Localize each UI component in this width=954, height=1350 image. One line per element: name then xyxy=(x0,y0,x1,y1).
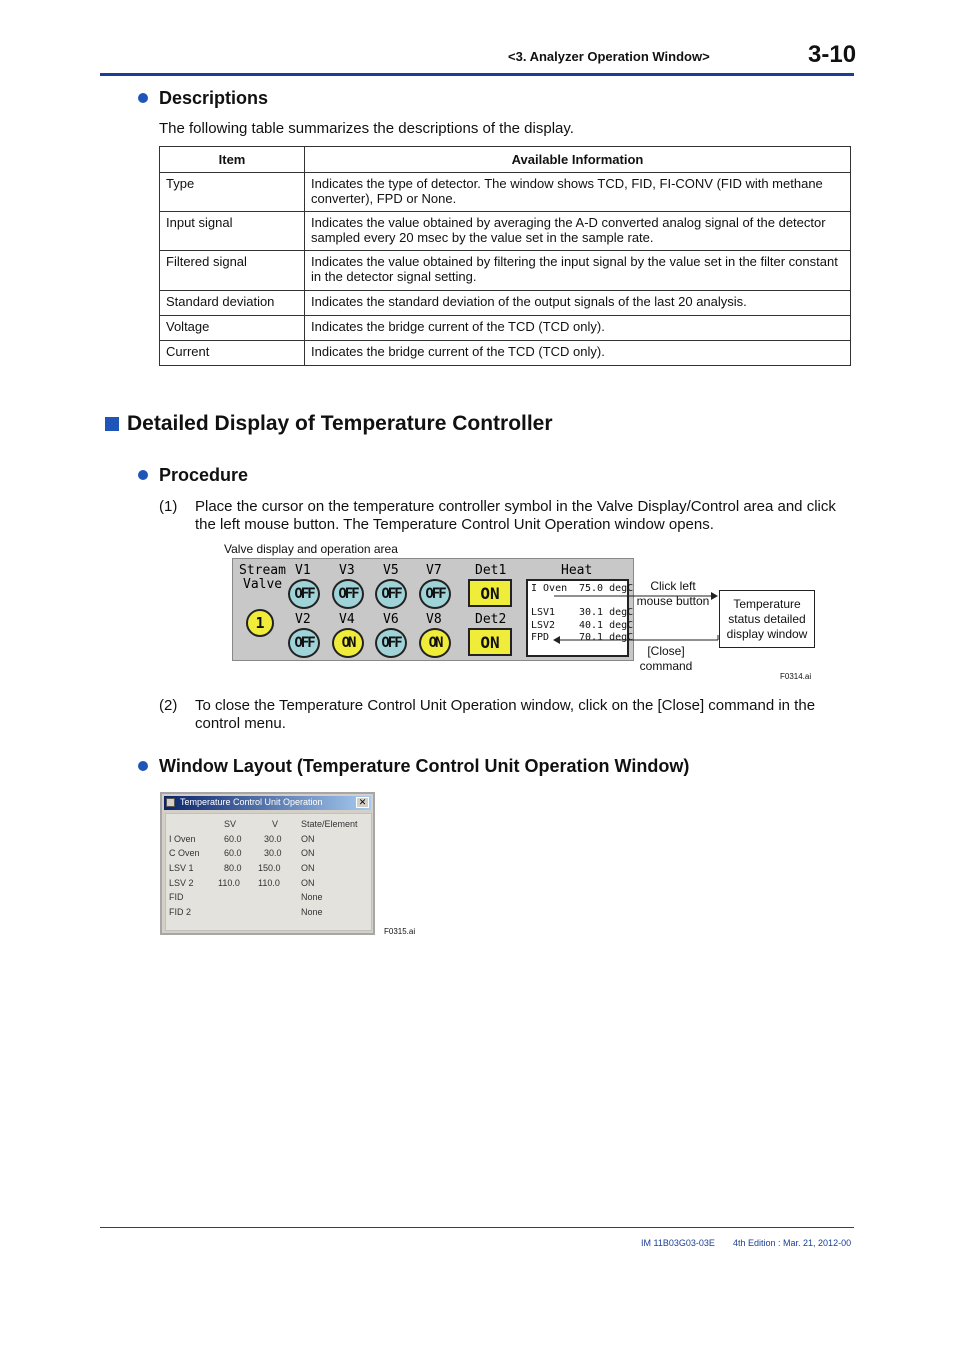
table-row xyxy=(160,173,851,212)
table-cell-info: Indicates the value obtained by filtering the input signal by the value set in the filter constant in the detector signal setting. xyxy=(305,251,851,291)
bullet-icon xyxy=(138,93,148,103)
page-number: 3-10 xyxy=(808,41,857,68)
column-header: V xyxy=(272,819,279,829)
figure-id: F0314.ai xyxy=(780,672,812,681)
row-sv: 60.0 xyxy=(224,834,242,844)
valve-v2-button[interactable]: OFF xyxy=(288,628,320,658)
row-state: None xyxy=(301,892,323,902)
bullet-icon xyxy=(138,470,148,480)
close-arrow-head xyxy=(553,636,560,644)
column-header: SV xyxy=(224,819,237,829)
row-name: FID xyxy=(169,892,184,902)
window-title: Temperature Control Unit Operation xyxy=(180,797,323,807)
column-header: Available Information xyxy=(305,147,851,173)
row-state: ON xyxy=(301,848,315,858)
table-cell-info: Indicates the standard deviation of the output signals of the last 20 analysis. xyxy=(305,291,851,316)
section-title: <3. Analyzer Operation Window> xyxy=(508,49,710,64)
row-v: 110.0 xyxy=(258,878,280,888)
detector-label-det1: Det1 xyxy=(475,563,507,578)
click-note-line-2: mouse button xyxy=(636,594,710,608)
status-box-line-1: Temperature xyxy=(733,597,801,611)
row-sv: 80.0 xyxy=(224,863,242,873)
heat-row xyxy=(531,632,634,643)
table-row xyxy=(160,316,851,341)
descriptions-heading: Descriptions xyxy=(159,88,269,108)
row-name: FID 2 xyxy=(169,907,192,917)
descriptions-table xyxy=(159,146,851,366)
row-sv: 110.0 xyxy=(218,878,240,888)
table-row xyxy=(160,341,851,366)
window-body xyxy=(165,813,372,931)
table-cell-info: Indicates the value obtained by averaging the A-D converted analog signal of the detector sampled every 20 msec by the value set in the sample rate. xyxy=(305,212,851,251)
row-state: ON xyxy=(301,878,315,888)
table-row xyxy=(160,212,851,251)
step-number: (1) xyxy=(159,498,178,515)
column-header: Item xyxy=(160,147,305,173)
table-cell-info: Indicates the bridge current of the TCD (TCD only). xyxy=(305,316,851,341)
table-cell-item: Input signal xyxy=(160,212,305,251)
row-v: 30.0 xyxy=(264,834,282,844)
step-number: (2) xyxy=(159,697,178,714)
bullet-icon xyxy=(138,761,148,771)
temperature-control-window xyxy=(160,792,375,935)
window-close-button[interactable]: ✕ xyxy=(356,797,369,808)
row-name: LSV 1 xyxy=(169,863,194,873)
footer-doc-id: IM 11B03G03-03E xyxy=(641,1238,715,1248)
procedure-heading: Procedure xyxy=(159,465,249,485)
valve-label-v7: V7 xyxy=(426,563,442,578)
row-name: I Oven xyxy=(169,834,196,844)
heat-row-name: I Oven xyxy=(531,583,568,594)
table-cell-item: Voltage xyxy=(160,316,305,341)
window-layout-heading: Window Layout (Temperature Control Unit Operation Window) xyxy=(159,756,690,776)
section-heading: Detailed Display of Temperature Controller xyxy=(127,412,553,435)
row-sv: 60.0 xyxy=(224,848,242,858)
table-cell-item: Current xyxy=(160,341,305,366)
valve-label-v5: V5 xyxy=(383,563,399,578)
close-note-line-1: [Close] xyxy=(647,644,685,658)
row-v: 150.0 xyxy=(258,863,281,873)
valve-v4-button[interactable]: ON xyxy=(332,628,364,658)
step-text: To close the Temperature Control Unit Operation window, click on the [Close] command in the control menu. xyxy=(195,697,816,732)
heat-label: Heat xyxy=(561,563,593,578)
detector-det2-button[interactable]: ON xyxy=(468,628,512,656)
valve-v7-button[interactable]: OFF xyxy=(419,579,451,609)
window-title-bar xyxy=(164,796,371,810)
valve-v1-button[interactable]: OFF xyxy=(288,579,320,609)
square-bullet-icon xyxy=(105,417,119,431)
footer-rule xyxy=(100,1227,854,1228)
table-cell-info: Indicates the bridge current of the TCD (TCD only). xyxy=(305,341,851,366)
stream-label: Stream xyxy=(239,563,286,578)
click-note-line-1: Click left xyxy=(650,579,696,593)
valve-label-v4: V4 xyxy=(339,612,355,627)
heat-row-value: 70.1 degC xyxy=(579,632,634,643)
valve-label-v1: V1 xyxy=(295,563,311,578)
click-note xyxy=(633,579,713,609)
table-header-row xyxy=(160,147,851,173)
close-note-line-2: command xyxy=(639,659,693,673)
heat-row-name: LSV2 xyxy=(531,620,556,631)
detector-det1-button[interactable]: ON xyxy=(468,579,512,607)
table-cell-item: Filtered signal xyxy=(160,251,305,291)
status-box-line-3: display window xyxy=(726,627,808,641)
table-cell-item: Standard deviation xyxy=(160,291,305,316)
valve-label-v6: V6 xyxy=(383,612,399,627)
row-state: None xyxy=(301,907,323,917)
valve-v8-button[interactable]: ON xyxy=(419,628,451,658)
row-state: ON xyxy=(301,863,315,873)
step-text: Place the cursor on the temperature controller symbol in the Valve Display/Control area and click the left mouse button. The Temperature Control Unit Operation window opens. xyxy=(195,498,836,533)
valve-label: Valve xyxy=(243,577,283,592)
descriptions-intro: The following table summarizes the descriptions of the display. xyxy=(159,120,574,137)
heat-row-value: 30.1 degC xyxy=(579,607,634,618)
valve-label-v8: V8 xyxy=(426,612,442,627)
heat-row-value: 75.0 degC xyxy=(579,583,634,594)
table-row xyxy=(160,291,851,316)
row-state: ON xyxy=(301,834,315,844)
detector-label-det2: Det2 xyxy=(475,612,507,627)
heat-row-name: LSV1 xyxy=(531,607,556,618)
stream-selector-button[interactable]: 1 xyxy=(246,609,274,637)
window-menu-icon[interactable] xyxy=(166,798,175,807)
valve-v5-button[interactable]: OFF xyxy=(375,579,407,609)
status-box-line-2: status detailed xyxy=(728,612,806,626)
row-v: 30.0 xyxy=(264,848,282,858)
figure-caption: Valve display and operation area xyxy=(224,542,398,556)
heat-row-name: FPD xyxy=(531,632,550,643)
heat-row-value: 40.1 degC xyxy=(579,620,634,631)
close-note xyxy=(630,644,702,674)
valve-label-v2: V2 xyxy=(295,612,311,627)
header-rule xyxy=(100,73,854,76)
table-cell-item: Type xyxy=(160,173,305,212)
temperature-status-window-box xyxy=(719,590,815,648)
figure-id: F0315.ai xyxy=(384,927,416,936)
valve-label-v3: V3 xyxy=(339,563,355,578)
row-name: LSV 2 xyxy=(169,878,194,888)
footer-edition: 4th Edition : Mar. 21, 2012-00 xyxy=(733,1238,852,1248)
row-name: C Oven xyxy=(169,848,200,858)
table-row xyxy=(160,251,851,291)
valve-v3-button[interactable]: OFF xyxy=(332,579,364,609)
valve-v6-button[interactable]: OFF xyxy=(375,628,407,658)
table-cell-info: Indicates the type of detector. The window shows TCD, FID, FI-CONV (FID with methane converter), FPD or None. xyxy=(305,173,851,212)
column-header: State/Element xyxy=(301,819,358,829)
